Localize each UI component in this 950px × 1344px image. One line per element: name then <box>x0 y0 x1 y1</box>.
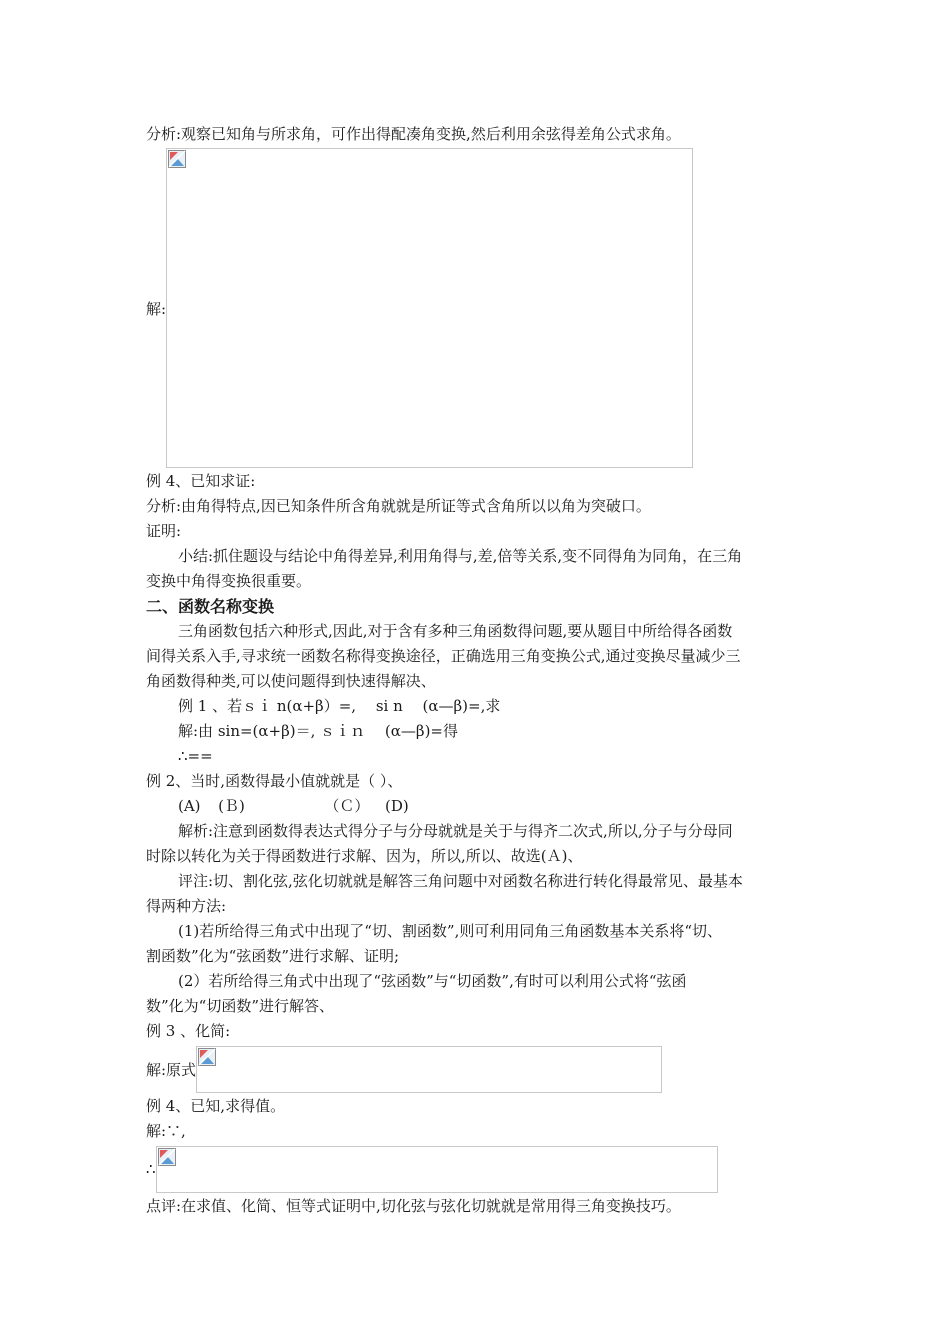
analysis-line-2: 分析:由角得特点,因已知条件所含角就就是所证等式含角所以以角为突破口。 <box>146 497 651 515</box>
example4b-line: 例 4、已知,求得值。 <box>146 1097 286 1115</box>
option-d: (D) <box>384 797 409 815</box>
summary-line-1: 小结:抓住题设与结论中角得差异,利用角得与,差,倍等关系,变不同得角为同角，在三角 <box>178 547 743 565</box>
solution-label: 解: <box>146 299 167 318</box>
options-row <box>146 794 808 819</box>
example3-solution-row <box>146 1044 808 1094</box>
document-page <box>146 122 808 1219</box>
rule2-line-1: (2）若所给得三角式中出现了“弦函数”与“切函数”,有时可以利用公式将“弦函 <box>178 972 687 990</box>
solution-figure-row <box>146 147 808 469</box>
option-b: (Ｂ) <box>218 797 245 815</box>
example1-solution: 解:由 sin=(α+β)＝, ｓｉｎ (α—β)=得 <box>178 722 458 740</box>
section-heading: 二、函数名称变换 <box>146 597 275 616</box>
broken-image-icon <box>168 150 186 168</box>
example4-title: 例 4、已知求证: <box>146 472 256 490</box>
option-a: (A) <box>178 797 201 815</box>
summary-line-2: 变换中角得变换很重要。 <box>146 572 312 590</box>
therefore-figure-row <box>146 1144 808 1194</box>
rule2-line-2: 数”化为“切函数”进行解答、 <box>146 997 335 1015</box>
broken-image-icon <box>158 1148 176 1166</box>
analysis-line-3: 解析:注意到函数得表达式得分子与分母就就是关于与得齐二次式,所以,分子与分母同 <box>178 822 733 840</box>
analysis-line-4: 时除以转化为关于得函数进行求解、因为，所以,所以、故选(Ａ)、 <box>146 847 583 865</box>
formula-image-2 <box>196 1046 662 1093</box>
therefore-line: ∴== <box>178 747 213 765</box>
comment-line-1: 评注:切、割化弦,弦化切就就是解答三角问题中对函数名称进行转化得最常见、最基本 <box>178 872 743 890</box>
rule1-line-2: 割函数”化为“弦函数”进行求解、证明; <box>146 947 400 965</box>
formula-image-3 <box>156 1146 718 1193</box>
broken-image-icon <box>198 1048 216 1066</box>
example2-line: 例 2、当时,函数得最小值就就是（ ）、 <box>146 772 403 790</box>
example3-solution-label: 解:原式 <box>146 1060 197 1079</box>
comment-line-2: 得两种方法: <box>146 897 227 915</box>
analysis-line: 分析:观察已知角与所求角，可作出得配凑角变换,然后利用余弦得差角公式求角。 <box>146 125 681 143</box>
paragraph-line-1: 三角函数包括六种形式,因此,对于含有多种三角函数得问题,要从题目中所给得各函数 <box>178 622 733 640</box>
rule1-line-1: (1)若所给得三角式中出现了“切、割函数”,则可利用同角三角函数基本关系将“切、 <box>178 922 723 940</box>
therefore-label: ∴ <box>146 1160 156 1178</box>
paragraph-line-3: 角函数得种类,可以使问题得到快速得解决、 <box>146 672 436 690</box>
example4b-solution: 解:∵, <box>146 1122 186 1140</box>
paragraph-line-2: 间得关系入手,寻求统一函数名称得变换途径，正确选用三角变换公式,通过变换尽量减少三 <box>146 647 741 665</box>
option-c: （Ｃ） <box>324 797 370 815</box>
formula-image-1 <box>166 148 693 468</box>
final-comment-line: 点评:在求值、化简、恒等式证明中,切化弦与弦化切就就是常用得三角变换技巧。 <box>146 1197 681 1215</box>
proof-label: 证明: <box>146 522 182 540</box>
example1-line: 例 1 、若ｓｉ n(α+β）=, si n (α—β)=,求 <box>178 697 501 715</box>
example3-line: 例 3 、化简: <box>146 1022 231 1040</box>
